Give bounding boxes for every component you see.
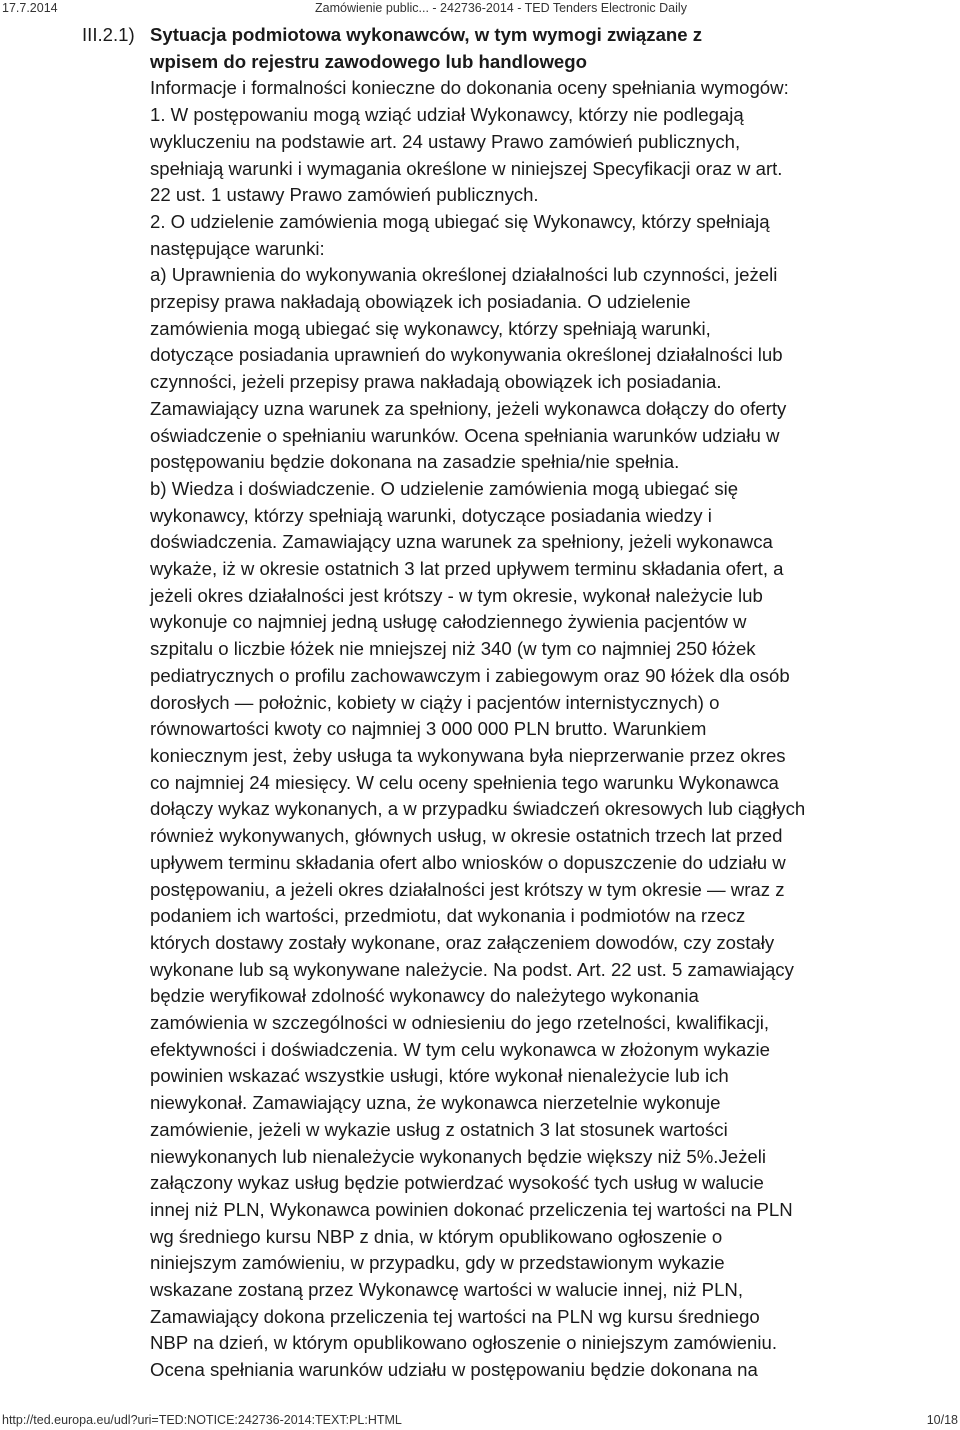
text-line: zamówienia mogą ubiegać się wykonawcy, którzy spełniają warunki,: [150, 317, 711, 339]
text-line: niewykonanych lub nienależycie wykonanych będzie większy niż 5%.Jeżeli: [150, 1145, 766, 1167]
text-line: niniejszym zamówieniu, w przypadku, gdy w przedstawionym wykazie: [150, 1252, 725, 1274]
text-line: upływem terminu składania ofert albo wniosków o dopuszczenie do udziału w: [150, 851, 786, 873]
text-line: wykonawcy, którzy spełniają warunki, dotyczące posiadania wiedzy i: [150, 504, 712, 526]
section-iii-2-1: [82, 22, 942, 1384]
text-line: Zamawiający dokona przeliczenia tej wartości na PLN wg kursu średniego: [150, 1305, 760, 1327]
text-line: dotyczące posiadania uprawnień do wykonywania określonej działalności lub: [150, 344, 783, 366]
text-line: szpitalu o liczbie łóżek nie mniejszej niż 340 (w tym co najmniej 250 łóżek: [150, 638, 756, 660]
text-line: jeżeli okres działalności jest krótszy - w tym okresie, wykonał należycie lub: [150, 584, 763, 606]
text-line: a) Uprawnienia do wykonywania określonej działalności lub czynności, jeżeli: [150, 264, 778, 286]
text-line: dołączy wykaz wykonanych, a w przypadku świadczeń okresowych lub ciągłych: [150, 798, 806, 820]
text-line: czynności, jeżeli przepisy prawa nakładają obowiązek ich posiadania.: [150, 371, 722, 393]
text-line: równowartości kwoty co najmniej 3 000 000 PLN brutto. Warunkiem: [150, 718, 707, 740]
text-line: wskazane zostaną przez Wykonawcę wartości w walucie innej, niż PLN,: [150, 1279, 744, 1301]
text-line: przepisy prawa nakładają obowiązek ich posiadania. O udzielenie: [150, 291, 691, 313]
text-line: koniecznym jest, żeby usługa ta wykonywana była nieprzerwanie przez okres: [150, 744, 786, 766]
text-line: Ocena spełniania warunków udziału w postępowaniu będzie dokonana na: [150, 1359, 758, 1381]
text-line: co najmniej 24 miesięcy. W celu oceny spełnienia tego warunku Wykonawca: [150, 771, 779, 793]
text-line: powinien wskazać wszystkie usługi, które wykonał nienależycie lub ich: [150, 1065, 729, 1087]
text-line: 2. O udzielenie zamówienia mogą ubiegać się Wykonawcy, którzy spełniają: [150, 210, 770, 232]
section-title-line: wpisem do rejestru zawodowego lub handlowego: [150, 50, 587, 72]
text-line: 1. W postępowaniu mogą wziąć udział Wykonawcy, którzy nie podlegają: [150, 104, 744, 126]
text-line: również wykonywanych, głównych usług, w okresie ostatnich trzech lat przed: [150, 825, 783, 847]
print-footer: [0, 1410, 960, 1430]
text-line: załączony wykaz usług będzie potwierdzać wysokość tych usług w walucie: [150, 1172, 764, 1194]
text-line: wykonane lub są wykonywane należycie. Na podst. Art. 22 ust. 5 zamawiający: [150, 958, 794, 980]
text-line: postępowaniu, a jeżeli okres działalności jest krótszy w tym okresie — wraz z: [150, 878, 785, 900]
text-line: Informacje i formalności konieczne do dokonania oceny spełniania wymogów:: [150, 77, 789, 99]
print-url: http://ted.europa.eu/udl?uri=TED:NOTICE:242736-2014:TEXT:PL:HTML: [2, 1413, 402, 1427]
text-line: podaniem ich wartości, przedmiotu, dat wykonania i podmiotów na rzecz: [150, 905, 746, 927]
text-line: efektywności i doświadczenia. W tym celu wykonawca w złożonym wykazie: [150, 1038, 771, 1060]
text-line: następujące warunki:: [150, 237, 325, 259]
text-line: dorosłych — położnic, kobiety w ciąży i pacjentów internistycznych) o: [150, 691, 720, 713]
page-number: 10/18: [926, 1413, 958, 1427]
print-header: [0, 0, 960, 16]
section-text: [150, 75, 920, 1383]
text-line: Zamawiający uzna warunek za spełniony, jeżeli wykonawca dołączy do oferty: [150, 397, 787, 419]
text-line: NBP na dzień, w którym opublikowano ogłoszenie o niniejszym zamówieniu.: [150, 1332, 777, 1354]
text-line: pediatrycznych o profilu zachowawczym i zabiegowym oraz 90 łóżek dla osób: [150, 664, 790, 686]
text-line: b) Wiedza i doświadczenie. O udzielenie zamówienia mogą ubiegać się: [150, 477, 739, 499]
text-line: wykaże, iż w okresie ostatnich 3 lat przed upływem terminu składania ofert, a: [150, 558, 784, 580]
text-line: wykonuje co najmniej jedną usługę całodziennego żywienia pacjentów w: [150, 611, 747, 633]
text-line: postępowaniu będzie dokonana na zasadzie spełnia/nie spełnia.: [150, 451, 680, 473]
text-line: oświadczenie o spełnianiu warunków. Ocena spełniania warunków udziału w: [150, 424, 780, 446]
text-line: będzie weryfikował zdolność wykonawcy do należytego wykonania: [150, 985, 699, 1007]
print-date: 17.7.2014: [2, 1, 58, 15]
text-line: 22 ust. 1 ustawy Prawo zamówień publicznych.: [150, 184, 539, 206]
text-line: zamówienia w szczególności w odniesieniu do jego rzetelności, kwalifikacji,: [150, 1012, 770, 1034]
text-line: innej niż PLN, Wykonawca powinien dokonać przeliczenia tej wartości na PLN: [150, 1198, 793, 1220]
section-number: III.2.1): [82, 24, 135, 45]
text-line: wykluczeniu na podstawie art. 24 ustawy Prawo zamówień publicznych,: [150, 130, 741, 152]
text-line: wg średniego kursu NBP z dnia, w którym opublikowano ogłoszenie o: [150, 1225, 723, 1247]
text-line: zamówienie, jeżeli w wykazie usług z ostatnich 3 lat stosunek wartości: [150, 1118, 728, 1140]
text-line: niewykonał. Zamawiający uzna, że wykonawca nierzetelnie wykonuje: [150, 1092, 721, 1114]
text-line: których dostawy zostały wykonane, oraz załączeniem dowodów, czy zostały: [150, 931, 775, 953]
section-body: [150, 22, 920, 1384]
text-line: doświadczenia. Zamawiający uzna warunek za spełniony, jeżeli wykonawca: [150, 531, 773, 553]
section-title: [150, 22, 920, 75]
text-line: spełniają warunki i wymagania określone w niniejszej Specyfikacji oraz w art.: [150, 157, 783, 179]
section-title-line: Sytuacja podmiotowa wykonawców, w tym wymogi związane z: [150, 24, 703, 45]
print-page-title: Zamówienie public... - 242736-2014 - TED Tenders Electronic Daily: [315, 1, 687, 15]
